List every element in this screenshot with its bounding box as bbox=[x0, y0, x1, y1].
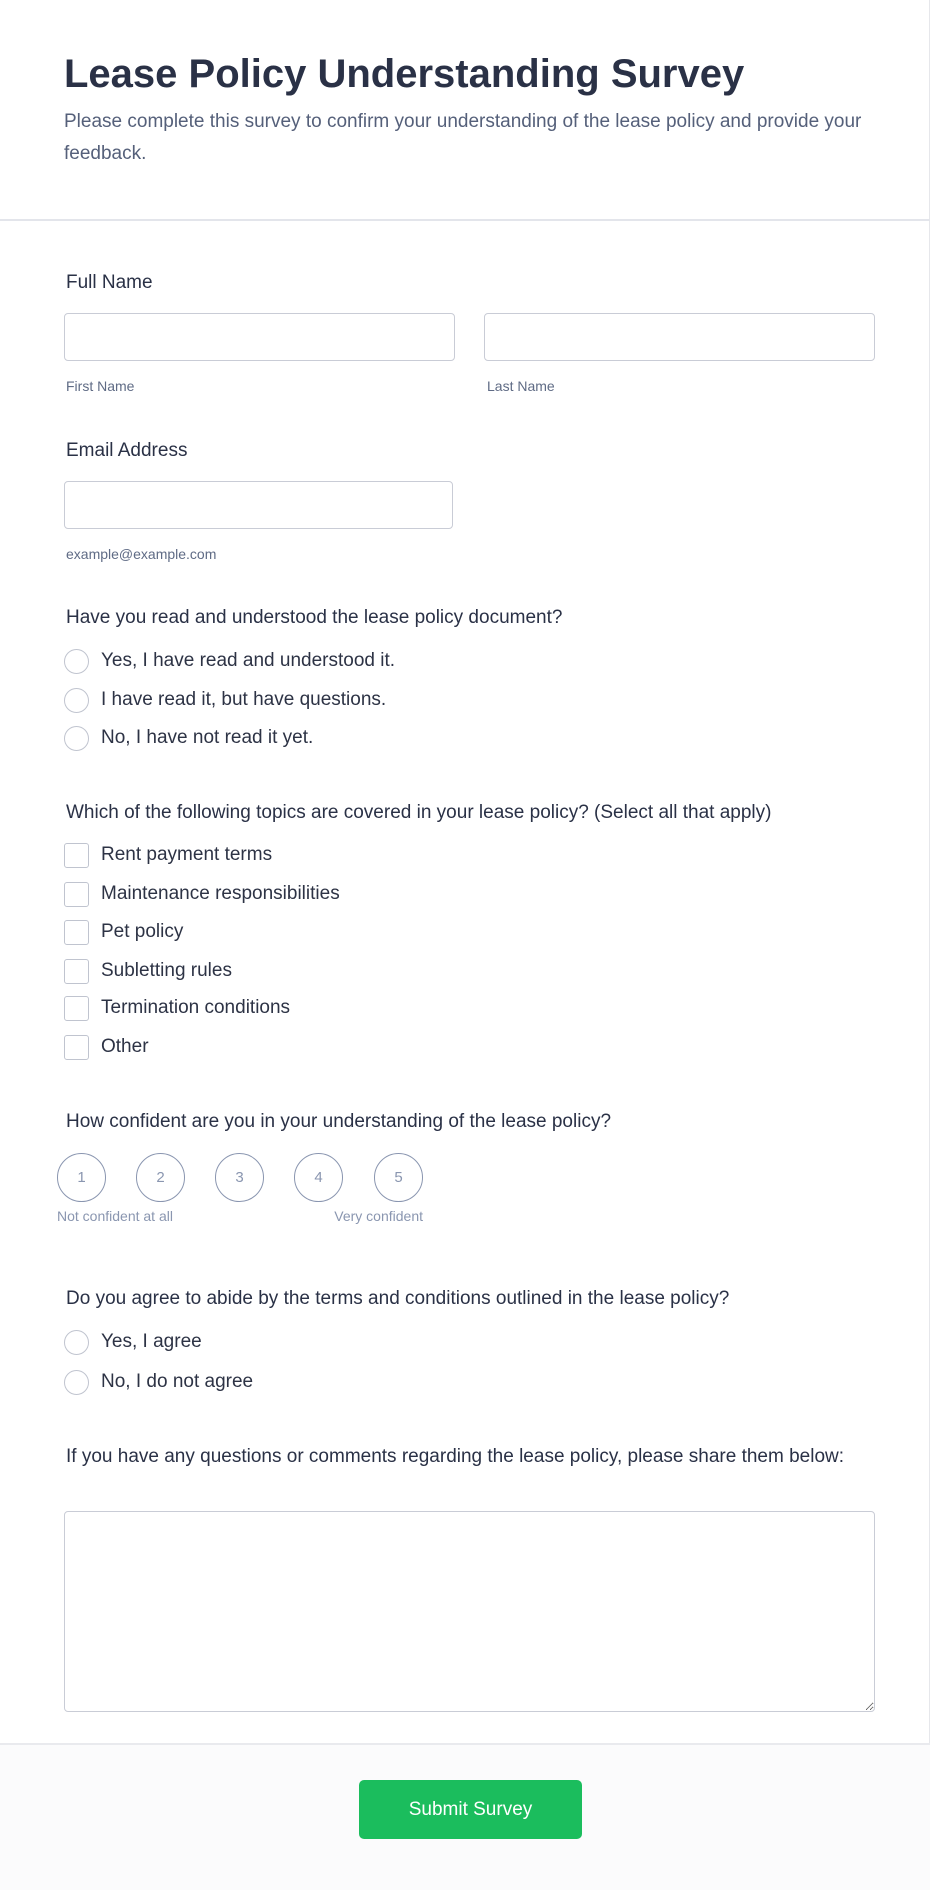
option-label: Yes, I have read and understood it. bbox=[101, 650, 396, 671]
agree-option-yes[interactable] bbox=[64, 1329, 202, 1355]
radio-button[interactable] bbox=[64, 1370, 89, 1395]
page-title: Lease Policy Understanding Survey bbox=[64, 52, 745, 96]
radio-button[interactable] bbox=[64, 649, 89, 674]
email-input[interactable] bbox=[64, 481, 453, 529]
email-label: Email Address bbox=[66, 440, 188, 461]
scale-option-3[interactable]: 3 bbox=[215, 1153, 264, 1202]
scale-low-label: Not confident at all bbox=[57, 1208, 173, 1224]
topic-option-maintenance[interactable] bbox=[64, 881, 340, 907]
checkbox[interactable] bbox=[64, 920, 89, 945]
option-label: Other bbox=[101, 1036, 149, 1057]
topic-option-rent[interactable] bbox=[64, 842, 272, 868]
option-label: No, I have not read it yet. bbox=[101, 727, 314, 748]
first-name-sublabel: First Name bbox=[66, 378, 135, 394]
option-label: Pet policy bbox=[101, 921, 184, 942]
topic-option-subletting[interactable] bbox=[64, 958, 232, 984]
radio-button[interactable] bbox=[64, 688, 89, 713]
topics-question-label: Which of the following topics are covered in your lease policy? (Select all that apply) bbox=[66, 802, 772, 823]
scale-option-4[interactable]: 4 bbox=[294, 1153, 343, 1202]
scale-option-5[interactable]: 5 bbox=[374, 1153, 423, 1202]
agree-question-label: Do you agree to abide by the terms and conditions outlined in the lease policy? bbox=[66, 1288, 730, 1309]
topic-option-termination[interactable] bbox=[64, 995, 290, 1021]
first-name-input[interactable] bbox=[64, 313, 455, 361]
last-name-input[interactable] bbox=[484, 313, 875, 361]
header-divider bbox=[0, 219, 930, 221]
page-subtitle: Please complete this survey to confirm your understanding of the lease policy and provide your feedback. bbox=[64, 111, 862, 164]
checkbox[interactable] bbox=[64, 1035, 89, 1060]
scale-option-1[interactable]: 1 bbox=[57, 1153, 106, 1202]
read-question-label: Have you read and understood the lease policy document? bbox=[66, 607, 563, 628]
scale-option-2[interactable]: 2 bbox=[136, 1153, 185, 1202]
option-label: No, I do not agree bbox=[101, 1371, 254, 1392]
read-option-2[interactable] bbox=[64, 687, 386, 713]
full-name-label: Full Name bbox=[66, 272, 153, 293]
last-name-sublabel: Last Name bbox=[487, 378, 555, 394]
checkbox[interactable] bbox=[64, 843, 89, 868]
read-option-3[interactable] bbox=[64, 725, 313, 751]
radio-button[interactable] bbox=[64, 1330, 89, 1355]
scale-high-label: Very confident bbox=[334, 1208, 423, 1224]
topic-option-other[interactable] bbox=[64, 1034, 149, 1060]
topic-option-pet[interactable] bbox=[64, 919, 183, 945]
agree-option-no[interactable] bbox=[64, 1369, 253, 1395]
option-label: Yes, I agree bbox=[101, 1331, 202, 1352]
confidence-question-label: How confident are you in your understanding of the lease policy? bbox=[66, 1111, 612, 1132]
option-label: Maintenance responsibilities bbox=[101, 883, 340, 904]
comments-question-label: If you have any questions or comments regarding the lease policy, please share them below: bbox=[66, 1446, 845, 1467]
option-label: Rent payment terms bbox=[101, 844, 273, 865]
email-hint: example@example.com bbox=[66, 546, 217, 562]
option-label: Subletting rules bbox=[101, 960, 232, 981]
read-option-1[interactable] bbox=[64, 648, 395, 674]
checkbox[interactable] bbox=[64, 882, 89, 907]
checkbox[interactable] bbox=[64, 996, 89, 1021]
checkbox[interactable] bbox=[64, 959, 89, 984]
option-label: I have read it, but have questions. bbox=[101, 689, 387, 710]
comments-textarea[interactable] bbox=[64, 1511, 875, 1712]
radio-button[interactable] bbox=[64, 726, 89, 751]
submit-survey-button[interactable]: Submit Survey bbox=[359, 1780, 582, 1839]
option-label: Termination conditions bbox=[101, 997, 291, 1018]
